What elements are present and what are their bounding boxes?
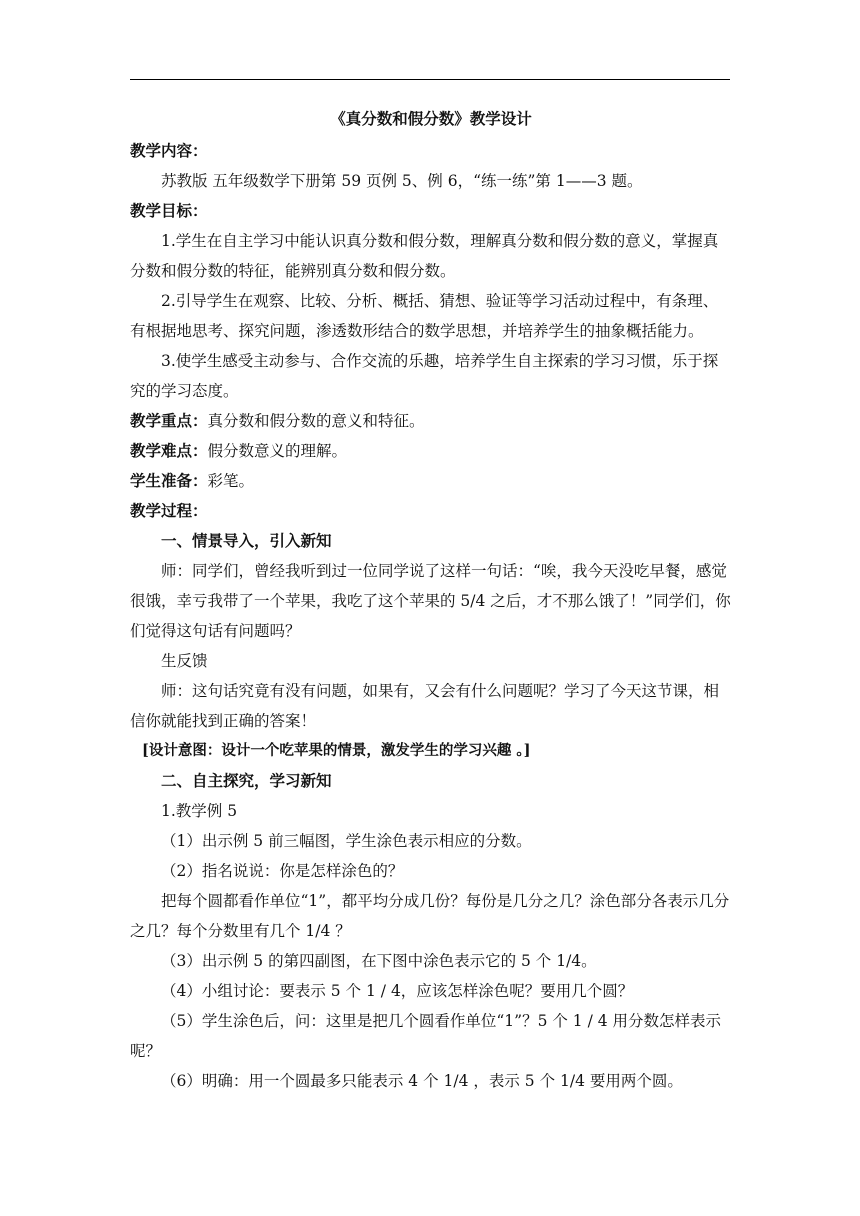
key-point-label: 教学重点： [130, 411, 208, 430]
difficulty-label: 教学难点： [130, 441, 208, 460]
preparation-text: 彩笔。 [207, 472, 255, 490]
section2-step-2: （2）指名说说：你是怎样涂色的？ [161, 862, 404, 880]
content-text: 苏教版 五年级数学下册第 59 页例 5、例 6，“练一练”第 1——3 题。 [161, 172, 643, 190]
section1-p2: 生反馈 [161, 652, 208, 670]
difficulty [130, 436, 732, 466]
content-heading: 教学内容： [130, 141, 208, 160]
key-point [130, 406, 732, 436]
preparation [130, 466, 732, 496]
difficulty-text: 假分数意义的理解。 [207, 442, 348, 460]
section2-step-4: （4）小组讨论：要表示 5 个 1 / 4，应该怎样涂色呢？要用几个圆？ [161, 982, 634, 1000]
preparation-label: 学生准备： [130, 471, 208, 490]
section2-heading: 二、自主探究，学习新知 [161, 771, 332, 790]
section2-step-1: （1）出示例 5 前三幅图，学生涂色表示相应的分数。 [161, 832, 532, 850]
section2-sub: 1.教学例 5 [161, 802, 238, 820]
document-body [130, 104, 732, 1096]
section2-step-5: （5）学生涂色后，问：这里是把几个圆看作单位“1”？5 个 1 / 4 用分数怎样表示呢？ [130, 1012, 722, 1060]
section2-step-2a: 把每个圆都看作单位“1”，都平均分成几份？每份是几分之几？涂色部分各表示几分之几？每个分数里有几个 1/4 ？ [130, 892, 730, 940]
goals-heading: 教学目标： [130, 201, 208, 220]
goal-item-1: 1.学生在自主学习中能认识真分数和假分数，理解真分数和假分数的意义，掌握真分数和假分数的特征，能辨别真分数和假分数。 [130, 232, 719, 280]
section1-p3: 师：这句话究竟有没有问题，如果有，又会有什么问题呢？学习了今天这节课，相信你就能找到正确的答案！ [130, 682, 720, 730]
key-point-text: 真分数和假分数的意义和特征。 [207, 412, 425, 430]
section1-p1: 师：同学们，曾经我听到过一位同学说了这样一句话：“唉，我今天没吃早餐，感觉很饿，幸亏我带了一个苹果，我吃了这个苹果的 5/4 之后，才不那么饿了！”同学们，你们觉得这句话有问题吗？ [130, 562, 731, 640]
document-title: 《真分数和假分数》教学设计 [330, 109, 532, 128]
section1-heading: 一、情景导入，引入新知 [161, 531, 332, 550]
process-heading: 教学过程： [130, 501, 208, 520]
goal-item-3: 3.使学生感受主动参与、合作交流的乐趣，培养学生自主探索的学习习惯，乐于探究的学习态度。 [130, 352, 719, 400]
section2-step-6: （6）明确：用一个圆最多只能表示 4 个 1/4 ，表示 5 个 1/4 要用两个圆。 [161, 1072, 683, 1090]
design-intent-note: [设计意图：设计一个吃苹果的情景，激发学生的学习兴趣 。] [142, 742, 531, 759]
section2-step-3: （3）出示例 5 的第四副图，在下图中涂色表示它的 5 个 1/4。 [161, 952, 597, 970]
header-rule [130, 79, 730, 80]
goal-item-2: 2.引导学生在观察、比较、分析、概括、猜想、验证等学习活动过程中，有条理、有根据地思考、探究问题，渗透数形结合的数学思想，并培养学生的抽象概括能力。 [130, 292, 719, 340]
